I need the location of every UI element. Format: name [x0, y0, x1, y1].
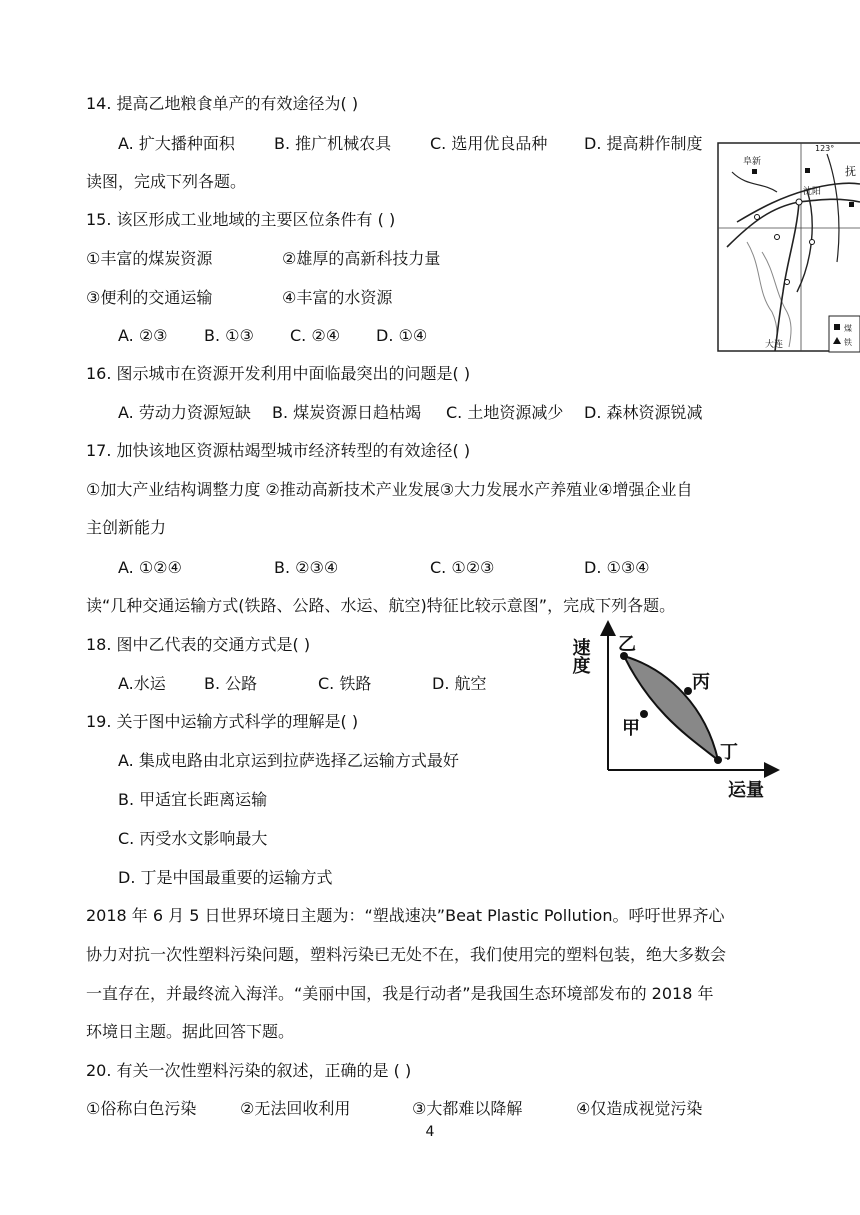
q20-item-3: ③大都难以降解: [412, 1099, 523, 1118]
point-bing: [684, 687, 692, 695]
map-label-dalian: 大连: [765, 340, 784, 350]
q18-option-c: C. 铁路: [318, 674, 372, 693]
label-bing: 丙: [692, 672, 710, 693]
q19-option-d: D. 丁是中国最重要的运输方式: [118, 868, 333, 887]
q16-option-c: C. 土地资源减少: [446, 403, 564, 422]
q19-option-b: B. 甲适宜长距离运输: [118, 790, 268, 809]
q15-item-3: ③便利的交通运输: [86, 288, 213, 307]
q16-option-a: A. 劳动力资源短缺: [118, 403, 251, 422]
q15-option-d: D. ①④: [376, 326, 428, 345]
q14-option-b: B. 推广机械农具: [274, 134, 392, 153]
q18-option-b: B. 公路: [204, 674, 258, 693]
intro-18: 读“几种交通运输方式(铁路、公路、水运、航空)特征比较示意图”，完成下列各题。: [86, 596, 676, 615]
passage-20-line1: 2018 年 6 月 5 日世界环境日主题为：“塑战速决”Beat Plastic Pollution。呼吁世界齐心: [86, 906, 725, 925]
page-number: 4: [425, 1124, 435, 1140]
q15-item-4: ④丰富的水资源: [282, 288, 393, 307]
q15-option-c: C. ②④: [290, 326, 341, 345]
q20-item-1: ①俗称白色污染: [86, 1099, 197, 1118]
map-legend-coal: 煤: [844, 324, 852, 333]
y-axis-label: 速度: [569, 638, 591, 674]
passage-20-line3: 一直存在，并最终流入海洋。“美丽中国，我是行动者”是我国生态环境部发布的 2018 年: [86, 984, 714, 1003]
q15-option-a: A. ②③: [118, 326, 168, 345]
q19-option-a: A. 集成电路由北京运到拉萨选择乙运输方式最好: [118, 751, 459, 770]
map-legend-iron: 铁: [844, 338, 852, 347]
label-jia: 甲: [622, 718, 640, 739]
passage-20-line4: 环境日主题。据此回答下题。: [86, 1022, 295, 1041]
q18-option-a: A.水运: [118, 674, 166, 693]
q17-option-d: D. ①③④: [584, 558, 650, 577]
q20-item-2: ②无法回收利用: [240, 1099, 351, 1118]
q18-stem: 18. 图中乙代表的交通方式是( ): [86, 635, 311, 654]
q19-option-c: C. 丙受水文影响最大: [118, 829, 268, 848]
x-axis-label: 运量: [728, 780, 764, 801]
q14-option-a: A. 扩大播种面积: [118, 134, 235, 153]
map-label-fuxin: 阜新: [743, 157, 762, 167]
point-jia: [640, 710, 648, 718]
map-meridian-label: 123°: [815, 144, 835, 153]
q17-items-line2: 主创新能力: [86, 518, 167, 537]
q15-stem: 15. 该区形成工业地域的主要区位条件有 ( ): [86, 210, 396, 229]
q15-item-1: ①丰富的煤炭资源: [86, 249, 213, 268]
q17-items-line1: ①加大产业结构调整力度 ②推动高新技术产业发展③大力发展水产养殖业④增强企业自: [86, 480, 693, 499]
intro-15: 读图，完成下列各题。: [86, 172, 247, 191]
q14-option-d: D. 提高耕作制度: [584, 134, 703, 153]
q16-option-b: B. 煤炭资源日趋枯竭: [272, 403, 422, 422]
passage-20-line2: 协力对抗一次性塑料污染问题，塑料污染已无处不在，我们使用完的塑料包装，绝大多数会: [86, 945, 727, 964]
region-map: [717, 142, 860, 352]
label-yi: 乙: [618, 634, 636, 655]
q17-option-a: A. ①②④: [118, 558, 182, 577]
q20-stem: 20. 有关一次性塑料污染的叙述，正确的是 ( ): [86, 1061, 412, 1080]
label-ding: 丁: [720, 742, 738, 763]
q20-item-4: ④仅造成视觉污染: [576, 1099, 703, 1118]
q16-stem: 16. 图示城市在资源开发利用中面临最突出的问题是( ): [86, 364, 471, 383]
q15-option-b: B. ①③: [204, 326, 254, 345]
map-label-shenyang: 沈阳: [803, 187, 822, 197]
q14-stem: 14. 提高乙地粮食单产的有效途径为( ): [86, 94, 359, 113]
transport-comparison-chart: [569, 618, 780, 802]
q18-option-d: D. 航空: [432, 674, 487, 693]
q17-stem: 17. 加快该地区资源枯竭型城市经济转型的有效途径( ): [86, 441, 471, 460]
q16-option-d: D. 森林资源锐减: [584, 403, 703, 422]
map-label-fushun: 抚: [845, 165, 856, 178]
q19-stem: 19. 关于图中运输方式科学的理解是( ): [86, 712, 359, 731]
q15-item-2: ②雄厚的高新科技力量: [282, 249, 441, 268]
q14-option-c: C. 选用优良品种: [430, 134, 548, 153]
q17-option-c: C. ①②③: [430, 558, 495, 577]
q17-option-b: B. ②③④: [274, 558, 339, 577]
